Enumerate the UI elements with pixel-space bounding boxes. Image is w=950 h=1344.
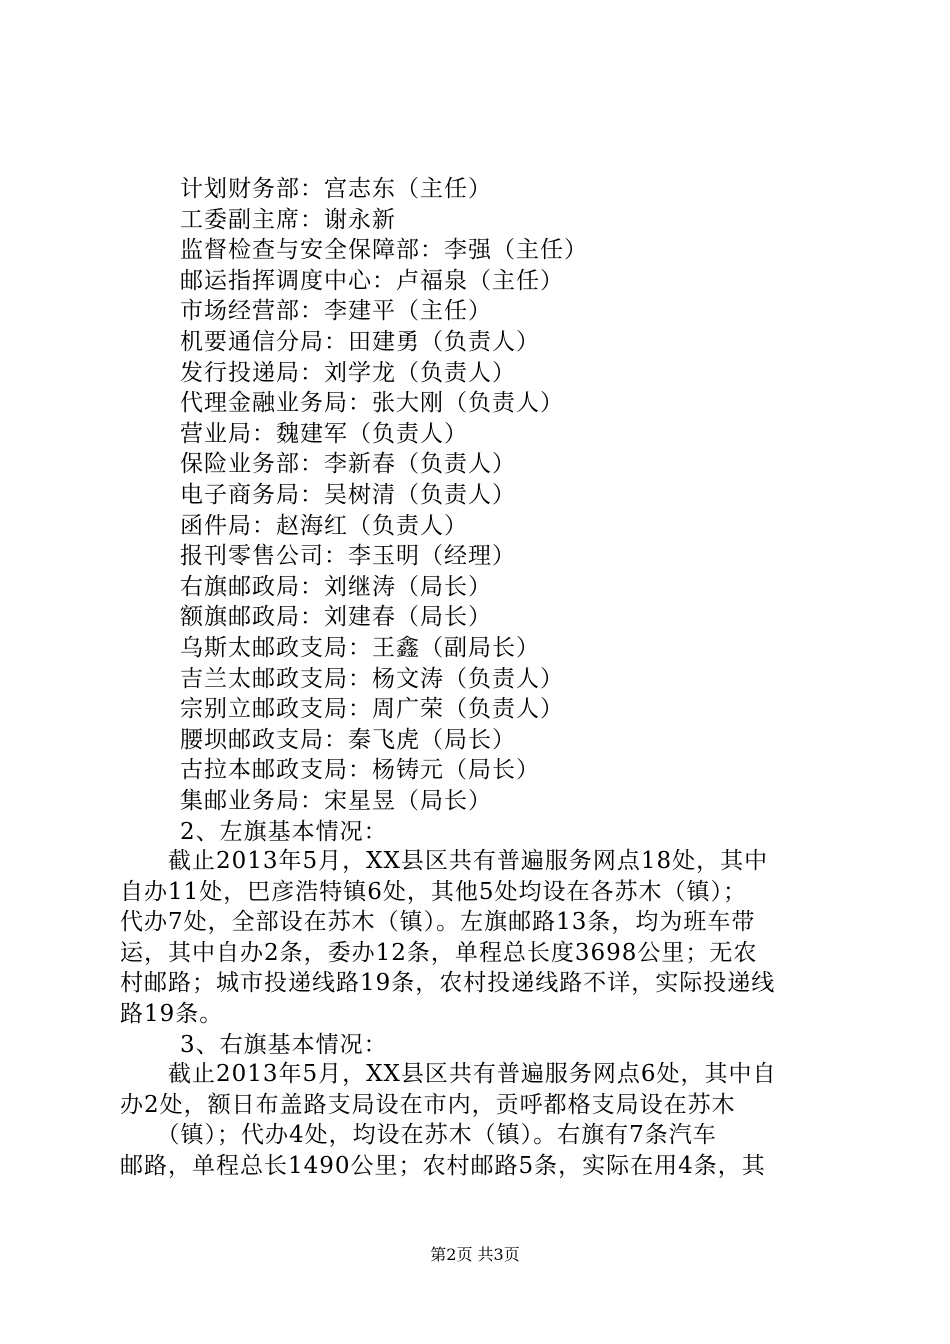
staff-list-item: 营业局：魏建军（负责人） (180, 420, 468, 447)
staff-list-item: 计划财务部：宫志东（主任） (180, 176, 492, 202)
section-2-heading: 2、左旗基本情况： (180, 819, 388, 845)
section-3-paragraph (120, 1059, 840, 1181)
staff-list-item: 代理金融业务局：张大刚（负责人） (180, 390, 564, 417)
staff-list-item: 集邮业务局：宋星昱（局长） (180, 787, 492, 814)
paragraph-line: 办2处，额日布盖路支局设在市内，贡呼都格支局设在苏木 (120, 1091, 736, 1118)
paragraph-line: 自办11处，巴彦浩特镇6处，其他5处均设在各苏木（镇）； (120, 878, 748, 905)
paragraph-line: 路19条。 (120, 1000, 224, 1027)
staff-list-item: 额旗邮政局：刘建春（局长） (180, 604, 492, 631)
paragraph-line: 代办7处，全部设在苏木（镇）。左旗邮路13条，均为班车带 (120, 909, 756, 936)
paragraph-line: （镇）；代办4处，均设在苏木（镇）。右旗有7条汽车 (120, 1122, 717, 1149)
staff-list-item: 工委副主席：谢永新 (180, 206, 396, 233)
staff-list-item: 腰坝邮政支局：秦飞虎（局长） (180, 726, 516, 753)
staff-list-item: 市场经营部：李建平（主任） (180, 298, 492, 325)
staff-list-item: 报刊零售公司：李玉明（经理） (180, 543, 516, 570)
paragraph-line: 村邮路；城市投递线路19条，农村投递线路不详，实际投递线 (120, 970, 776, 997)
paragraph-line: 截止2013年5月，XX县区共有普遍服务网点18处，其中 (120, 848, 769, 874)
staff-list-item: 乌斯太邮政支局：王鑫（副局长） (180, 634, 540, 661)
staff-list-item: 机要通信分局：田建勇（负责人） (180, 328, 540, 355)
staff-list-item: 发行投递局：刘学龙（负责人） (180, 359, 516, 386)
paragraph-line: 邮路，单程总长1490公里；农村邮路5条，实际在用4条，其 (120, 1152, 766, 1179)
staff-list-item: 吉兰太邮政支局：杨文涛（负责人） (180, 665, 564, 692)
section-2-paragraph (120, 846, 840, 1030)
staff-list-item: 保险业务部：李新春（负责人） (180, 451, 516, 478)
paragraph-line: 运，其中自办2条，委办12条，单程总长度3698公里；无农 (120, 939, 758, 966)
staff-list-item: 宗别立邮政支局：周广荣（负责人） (180, 696, 564, 723)
staff-list-item: 右旗邮政局：刘继涛（局长） (180, 573, 492, 600)
staff-list-item: 邮运指挥调度中心：卢福泉（主任） (180, 267, 564, 294)
staff-list (180, 174, 588, 816)
paragraph-line: 截止2013年5月，XX县区共有普遍服务网点6处，其中自 (120, 1061, 777, 1087)
section-3-heading: 3、右旗基本情况： (180, 1032, 388, 1058)
staff-list-item: 古拉本邮政支局：杨铸元（局长） (180, 757, 540, 784)
staff-list-item: 电子商务局：吴树清（负责人） (180, 481, 516, 508)
page-footer: 第2页 共3页 (430, 1245, 520, 1264)
staff-list-item: 函件局：赵海红（负责人） (180, 512, 468, 539)
staff-list-item: 监督检查与安全保障部：李强（主任） (180, 237, 588, 264)
